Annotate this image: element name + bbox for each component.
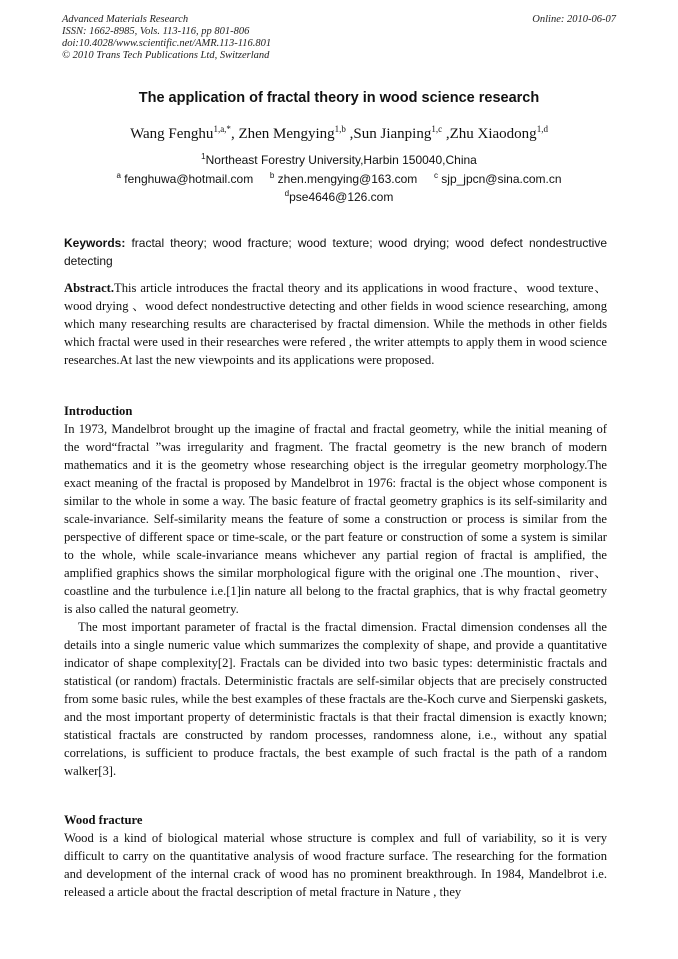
issn-line: ISSN: 1662-8985, Vols. 113-116, pp 801-806 bbox=[62, 26, 250, 37]
author-name: Zhu Xiaodong bbox=[449, 126, 537, 142]
introduction-heading: Introduction bbox=[64, 404, 133, 418]
wood-fracture-paragraph: Wood is a kind of biological material whose structure is complex and full of variability, so it is very difficult to carry on the quantitative analysis of wood fracture surface. The researching for the formation and development of the internal crack of wood has no prominent breakthrough. In 1984, Mandelbrot i.e. released a article about the fractal description of metal fracture in Nature , they bbox=[64, 831, 607, 899]
email-sup: b bbox=[269, 171, 275, 180]
affiliation bbox=[0, 152, 678, 167]
email-sup: c bbox=[433, 171, 438, 180]
email-address: pse4646@126.com bbox=[289, 190, 394, 204]
author-name: Zhen Mengying bbox=[238, 126, 335, 142]
keywords-label: Keywords: bbox=[64, 236, 126, 250]
email-sup: a bbox=[116, 171, 121, 180]
abstract-text: This article introduces the fractal theory and its applications in wood fracture、wood texture、wood drying 、wood defect nondestructive detecting and other fields in wood science researching, among which many researching results are characterised by fractal dimension. While the methods in other fields which fractal were used in their researches were refered , the writer attempts to apply them in wood science researches.At last the new viewpoints and its applications were proposed. bbox=[64, 281, 607, 367]
email-address: sjp_jpcn@sina.com.cn bbox=[441, 172, 562, 186]
author-name: Sun Jianping bbox=[353, 126, 432, 142]
author-sup: 1,d bbox=[536, 124, 548, 134]
author-sup: 1,b bbox=[334, 124, 346, 134]
author-sup: 1,a,* bbox=[213, 124, 231, 134]
copyright-line: © 2010 Trans Tech Publications Ltd, Switzerland bbox=[62, 50, 270, 61]
online-date: Online: 2010-06-07 bbox=[532, 14, 616, 25]
email-line-2 bbox=[0, 189, 678, 204]
affiliation-sup: 1 bbox=[201, 152, 206, 161]
email-address: fenghuwa@hotmail.com bbox=[124, 172, 254, 186]
running-header bbox=[62, 14, 616, 62]
author-list: Wang Fenghu$^{1,a,*}$, Zhen Mengying$^{1,b}$ ,Sun Jianping$^{1,c}$ ,Zhu Xiaodong$^{1,d}$ bbox=[130, 124, 548, 142]
wood-fracture-heading: Wood fracture bbox=[64, 813, 143, 827]
email-address: zhen.mengying@163.com bbox=[277, 172, 418, 186]
abstract-label: Abstract. bbox=[64, 281, 115, 295]
email-sup: d bbox=[284, 189, 290, 198]
abstract bbox=[64, 279, 607, 369]
paragraph: In 1973, Mandelbrot brought up the imagine of fractal and fractal geometry, while the initial meaning of the word“fractal ”was irregularity and fragment. The fractal geometry is the new branch of modern mathematics and it is the geometry whose researching object is the irregular geometry morphology.The exact meaning of the fractal is proposed by Mandelbrot in 1976: fractal is the object whose component is similar to the whole in some a way. The basic feature of fractal geometry graphics is its self-similarity and scale-invariance. Self-similarity means the feature of some a construction or process is similar from the perspective of different space or time-scale, or the part feature or construction of some a system is similar to the whole, while scale-invariance means whichever any partial region of fractal is amplified, the amplified graphics shows the similar morphological figure with the original one .The mountion、river、coastline and the turbulence i.e.[1]in nature all belong to the fractal graphics, that is why fractal geometry is also called the natural geometry. bbox=[64, 422, 607, 616]
keywords-text: fractal theory; wood fracture; wood texture; wood drying; wood defect nondestructive detecting bbox=[64, 236, 607, 268]
paper-title: The application of fractal theory in wood science research bbox=[138, 90, 540, 106]
email-line-1 bbox=[0, 171, 678, 186]
author-sup: 1,c bbox=[431, 124, 443, 134]
journal-name: Advanced Materials Research bbox=[62, 14, 189, 25]
doi-line: doi:10.4028/www.scientific.net/AMR.113-116.801 bbox=[62, 38, 272, 49]
paragraph: The most important parameter of fractal is the fractal dimension. Fractal dimension condenses all the details into a single numeric value which summarizes the complexity of shape, and provide a quantitative indicator of shape complexity[2]. Fractals can be divided into two basic types: deterministic fractals and statistical (or random) fractals. Deterministic fractals are self-similar objects that are precisely constructed from some basic rules, while the best examples of these fractals are the-Koch curve and Sierpenski gaskets, and the most important property of deterministic fractals is that their fractal dimension is exactly known; statistical fractals are constructed by random processes, randomness alone, i.e., without any spatial correlations, is sufficient to produce fractals, the best example of such fractal is the path of a random walker[3]. bbox=[64, 620, 607, 778]
introduction-section bbox=[64, 420, 607, 780]
keywords bbox=[64, 234, 607, 270]
affiliation-text: Northeast Forestry University,Harbin 150040,China bbox=[205, 153, 477, 167]
author-name: Wang Fenghu bbox=[130, 126, 214, 142]
